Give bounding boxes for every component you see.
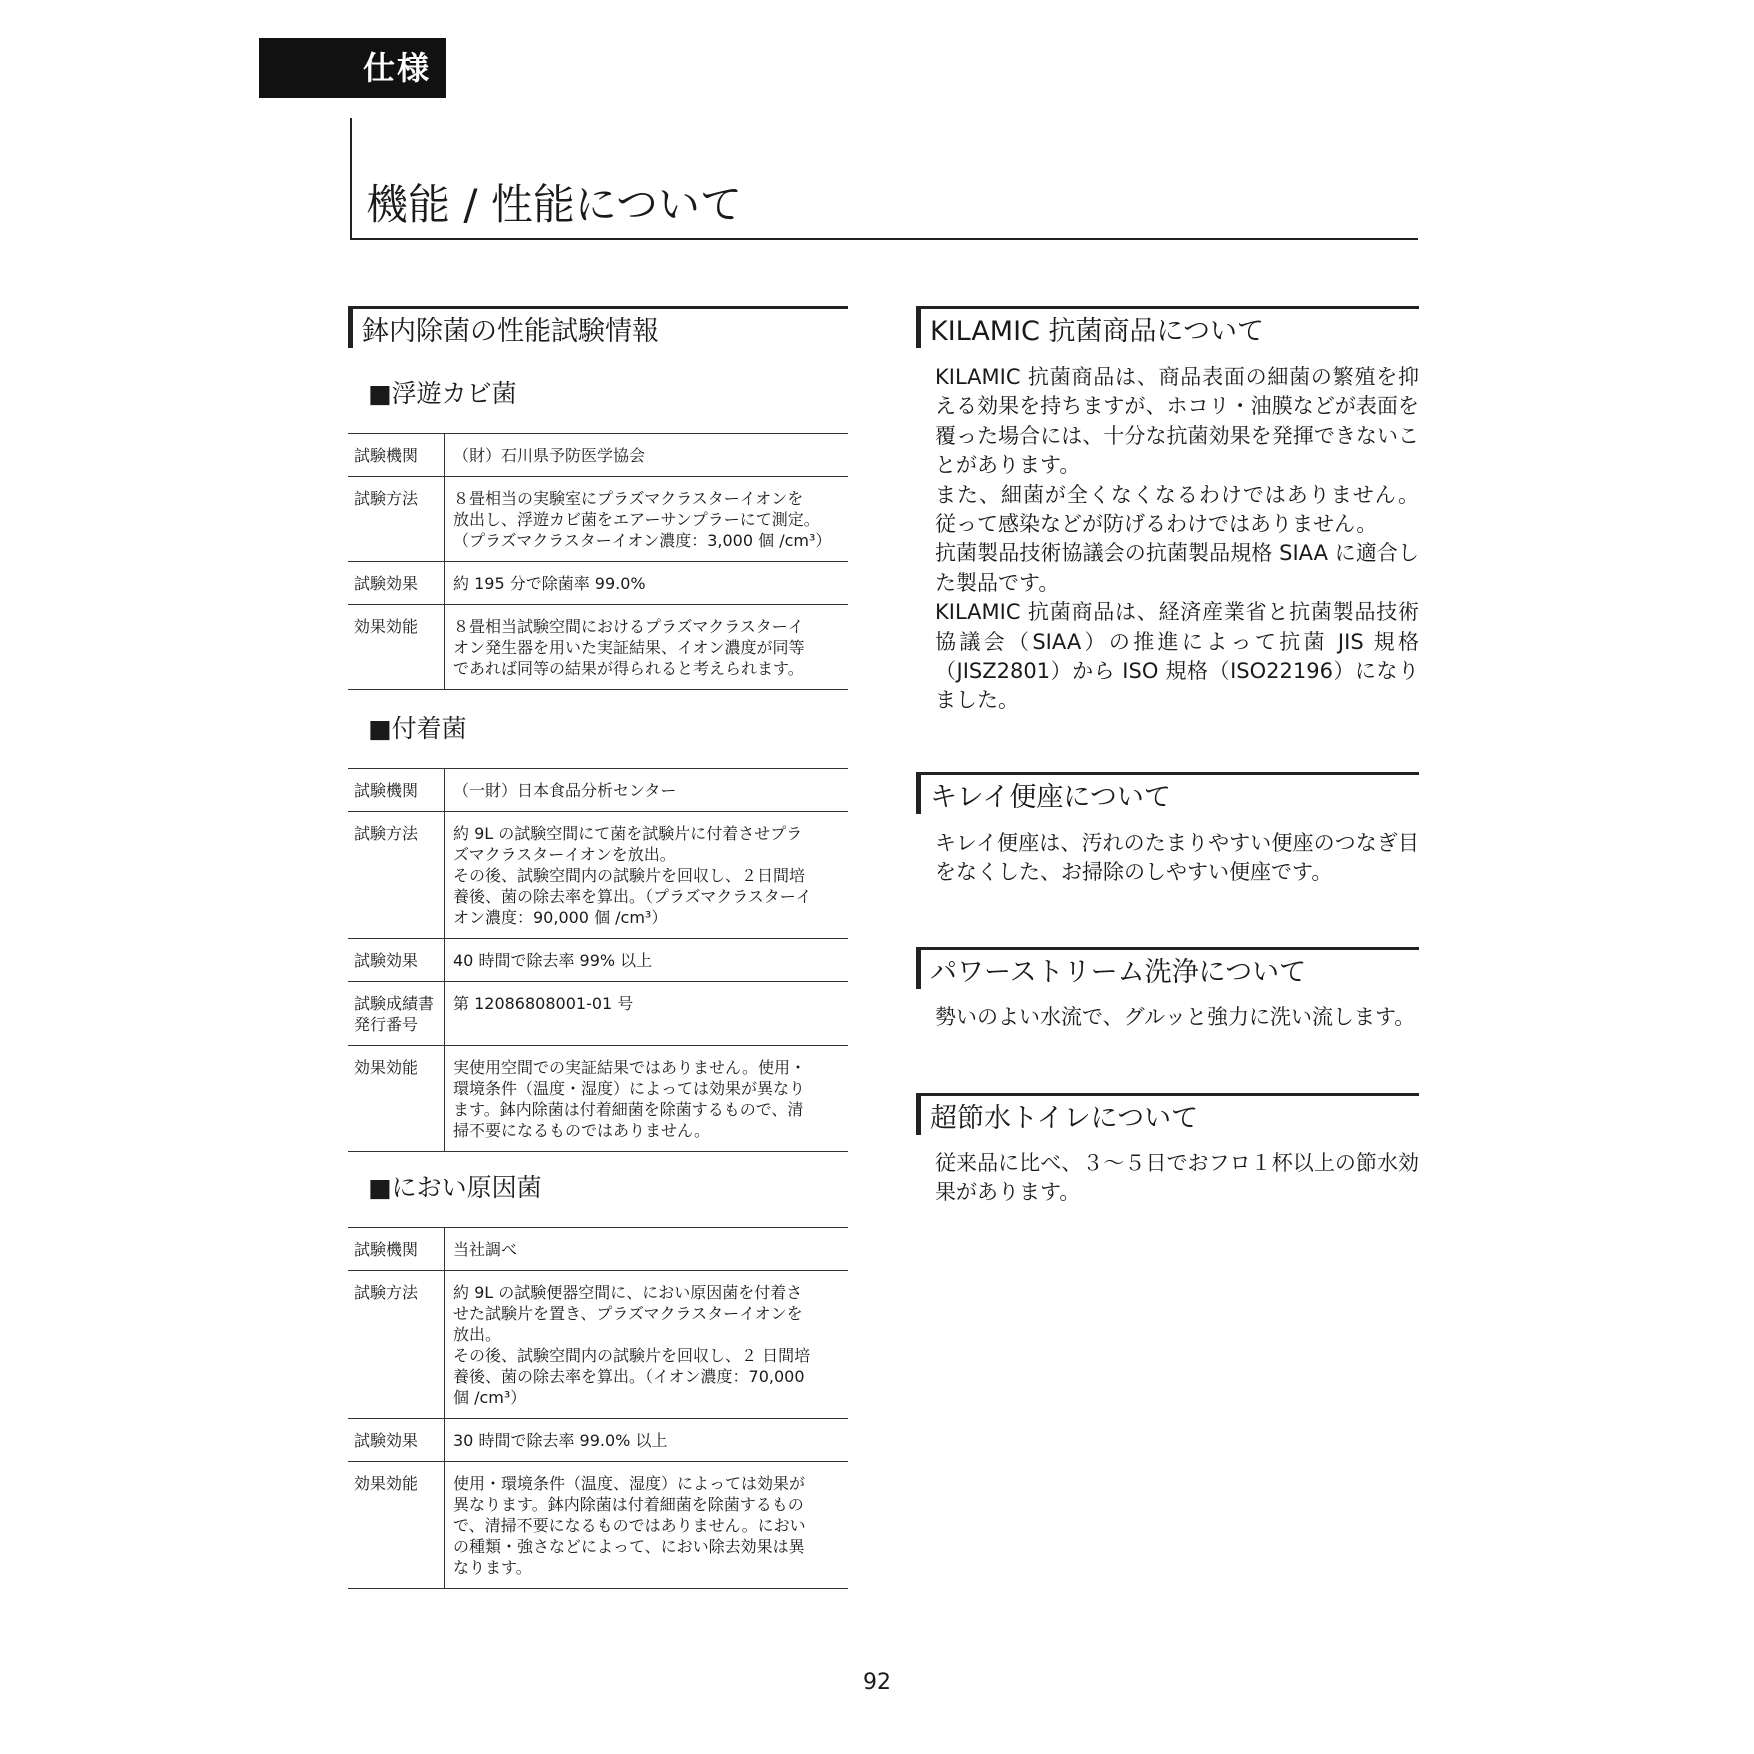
row-value: （一財）日本食品分析センター — [445, 769, 849, 812]
section-title: 超節水トイレについて — [930, 1103, 1199, 1134]
paragraph: 抗菌製品技術協議会の抗菌製品規格 SIAA に適合した製品です。 — [935, 541, 1419, 595]
row-value: 30 時間で除去率 99.0% 以上 — [445, 1419, 849, 1462]
section-title: KILAMIC 抗菌商品について — [930, 316, 1264, 347]
page-title: 機能 / 性能について — [366, 180, 743, 229]
row-key: 試験効果 — [348, 562, 445, 605]
power-stream-description — [935, 1003, 1419, 1032]
section-heading-clean-seat — [916, 772, 1419, 814]
row-key: 試験機関 — [348, 769, 445, 812]
section-title: パワーストリーム洗浄について — [930, 957, 1307, 988]
paragraph: また、細菌が全くなくなるわけではありません。従って感染などが防げるわけではありません。 — [935, 482, 1419, 537]
table-row — [348, 1046, 848, 1152]
heading-bar — [916, 309, 921, 348]
table-row — [348, 1228, 848, 1271]
row-value: ８畳相当試験空間におけるプラズマクラスターイ オン発生器を用いた実証結果、イオン濃度が同等 であれば同等の結果が得られると考えられます。 — [445, 605, 849, 690]
section-tab: 仕様 — [259, 38, 446, 98]
spec-table-airborne-mold — [348, 433, 848, 690]
paragraph: 従来品に比べ、３～５日でおフロ１杯以上の節水効果があります。 — [935, 1151, 1419, 1205]
section-heading-power-stream — [916, 947, 1419, 989]
row-value: 実使用空間での実証結果ではありません。使用・ 環境条件（温度・湿度）によっては効果が異なり ます。鉢内除菌は付着細菌を除菌するもので、清 掃不要になるものではありません。 — [445, 1046, 849, 1152]
section-heading-sterilization — [348, 306, 848, 348]
subheading-odor-bacteria: ■におい原因菌 — [368, 1173, 542, 1202]
row-value: 当社調べ — [445, 1228, 849, 1271]
row-value: 約 195 分で除菌率 99.0% — [445, 562, 849, 605]
row-value: 40 時間で除去率 99% 以上 — [445, 939, 849, 982]
table-row — [348, 939, 848, 982]
table-row — [348, 812, 848, 939]
paragraph: KILAMIC 抗菌商品は、経済産業省と抗菌製品技術協議会（SIAA）の推進によって抗菌 JIS 規格（JISZ2801）から ISO 規格（ISO22196）になりました。 — [935, 600, 1419, 713]
row-value: （財）石川県予防医学協会 — [445, 434, 849, 477]
table-row — [348, 605, 848, 690]
row-value: 約 9L の試験空間にて菌を試験片に付着させプラ ズマクラスターイオンを放出。 その後、試験空間内の試験片を回収し、２日間培 養後、菌の除去率を算出。（プラズマクラスターイ オン濃度：90,000 個 /cm³） — [445, 812, 849, 939]
table-row — [348, 477, 848, 562]
row-key: 試験効果 — [348, 1419, 445, 1462]
water-saving-description — [935, 1149, 1419, 1208]
section-heading-water-saving — [916, 1093, 1419, 1135]
section-title: キレイ便座について — [930, 782, 1171, 813]
section-title: 鉢内除菌の性能試験情報 — [362, 316, 659, 347]
subheading-attached-bacteria: ■付着菌 — [368, 714, 467, 743]
row-key: 試験機関 — [348, 434, 445, 477]
row-key: 効果効能 — [348, 605, 445, 690]
table-row — [348, 769, 848, 812]
table-row — [348, 434, 848, 477]
paragraph: キレイ便座は、汚れのたまりやすい便座のつなぎ目をなくした、お掃除のしやすい便座です。 — [935, 831, 1419, 885]
heading-bar — [916, 950, 921, 989]
row-key: 試験機関 — [348, 1228, 445, 1271]
heading-bar — [916, 1096, 921, 1135]
row-key: 効果効能 — [348, 1046, 445, 1152]
table-row — [348, 1271, 848, 1419]
row-key: 効果効能 — [348, 1462, 445, 1589]
subheading-airborne-mold: ■浮遊カビ菌 — [368, 379, 517, 408]
kilamic-description — [935, 363, 1419, 716]
heading-bar — [348, 309, 353, 348]
table-row — [348, 1462, 848, 1589]
spec-table-odor-bacteria — [348, 1227, 848, 1589]
table-row — [348, 982, 848, 1046]
row-key: 試験効果 — [348, 939, 445, 982]
paragraph: KILAMIC 抗菌商品は、商品表面の細菌の繁殖を抑える効果を持ちますが、ホコリ・油膜などが表面を覆った場合には、十分な抗菌効果を発揮できないことがあります。 — [935, 365, 1419, 478]
row-value: ８畳相当の実験室にプラズマクラスターイオンを 放出し、浮遊カビ菌をエアーサンプラーにて測定。 （プラズマクラスターイオン濃度：3,000 個 /cm³） — [445, 477, 849, 562]
row-key: 試験方法 — [348, 1271, 445, 1419]
page-number: 92 — [863, 1670, 891, 1695]
clean-seat-description — [935, 829, 1419, 888]
page-header — [350, 118, 1418, 240]
paragraph: 勢いのよい水流で、グルッと強力に洗い流します。 — [935, 1005, 1416, 1029]
row-key: 試験方法 — [348, 477, 445, 562]
table-row — [348, 1419, 848, 1462]
row-value: 使用・環境条件（温度、湿度）によっては効果が 異なります。鉢内除菌は付着細菌を除菌するもの で、清掃不要になるものではありません。におい の種類・強さなどによって、におい除去効果は異 なります。 — [445, 1462, 849, 1589]
spec-table-attached-bacteria — [348, 768, 848, 1152]
heading-bar — [916, 775, 921, 814]
row-key: 試験方法 — [348, 812, 445, 939]
table-row — [348, 562, 848, 605]
row-value: 約 9L の試験便器空間に、におい原因菌を付着さ せた試験片を置き、プラズマクラスターイオンを 放出。 その後、試験空間内の試験片を回収し、２ 日間培 養後、菌の除去率を算出。（イオン濃度：70,000 個 /cm³） — [445, 1271, 849, 1419]
section-heading-kilamic — [916, 306, 1419, 348]
row-value: 第 12086808001-01 号 — [445, 982, 849, 1046]
row-key: 試験成績書 発行番号 — [348, 982, 445, 1046]
